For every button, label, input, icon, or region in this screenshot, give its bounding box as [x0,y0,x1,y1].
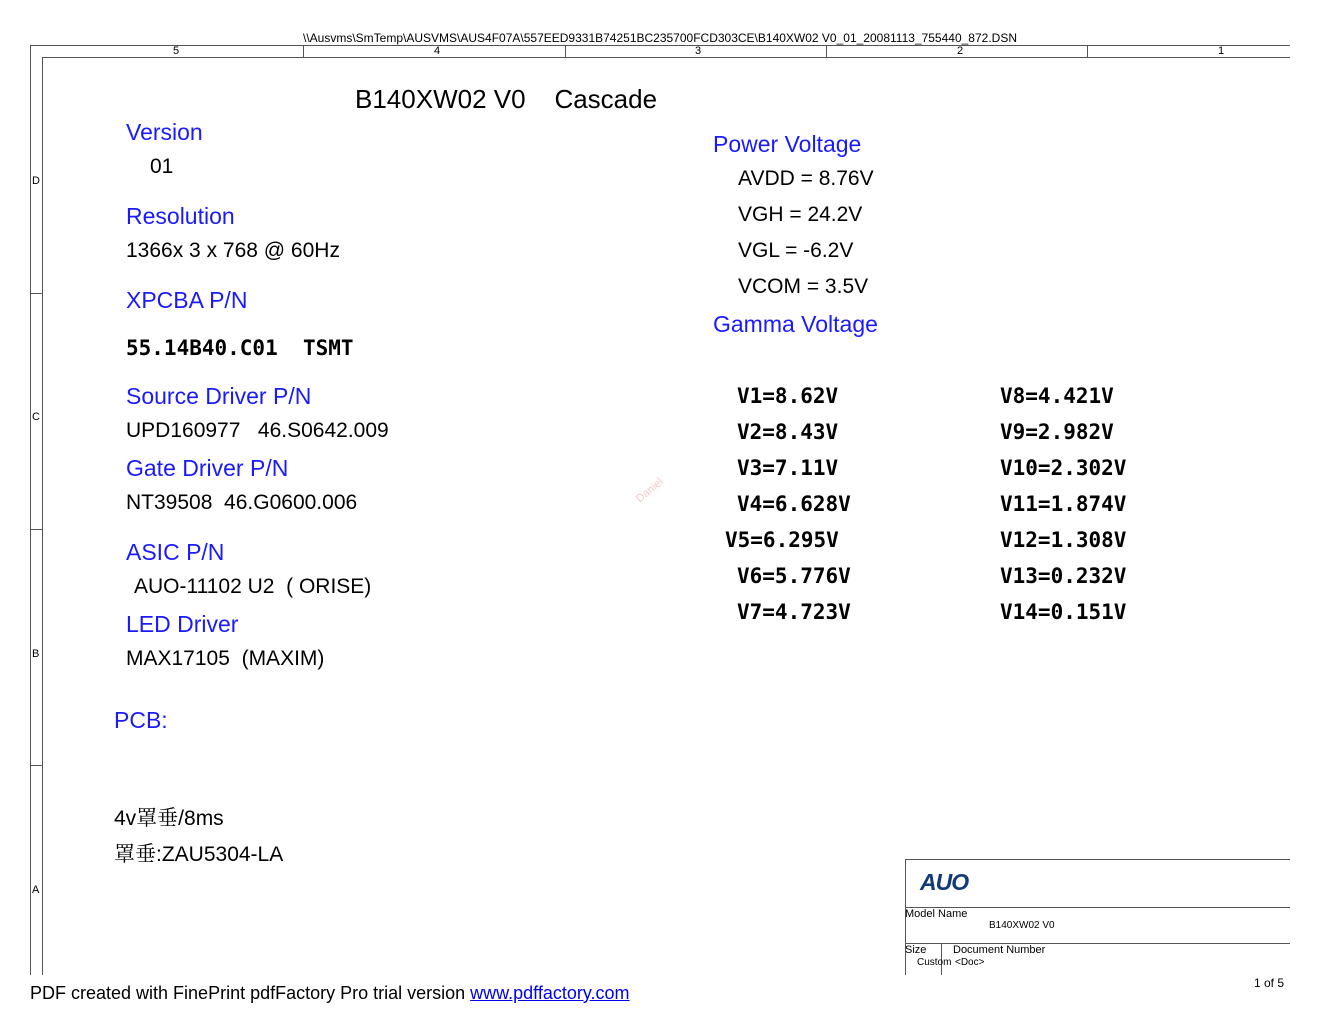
row-divider [30,293,42,294]
power-voltage-item: AVDD = 8.76V [738,167,874,190]
row-letter: A [32,884,40,896]
page-indicator: 1 of 5 [1254,976,1285,990]
gamma-value: V6=5.776V [737,564,851,588]
led-driver-label: LED Driver [126,611,239,637]
column-number: 2 [957,45,964,57]
row-letter: B [32,648,40,660]
file-path: \\Ausvms\SmTemp\AUSVMS\AUS4F07A\557EED9331B74251BC235700FCD303CE\B140XW02 V0_01_20081113_755440_872.DSN [303,31,1017,45]
note-line-2: 罩垂:ZAU5304-LA [114,843,284,866]
auo-logo: AUO [920,869,969,895]
title-block-top-line [905,859,1290,860]
gamma-value: V9=2.982V [1000,420,1114,444]
row-letter: D [32,175,40,187]
row-divider [30,529,42,530]
led-driver-value: MAX17105 (MAXIM) [126,647,325,670]
resolution-label: Resolution [126,203,235,229]
source-driver-value: UPD160977 46.S0642.009 [126,419,389,442]
gamma-value: V8=4.421V [1000,384,1114,408]
column-number: 4 [434,45,441,57]
document-number-label: Document Number [953,944,1046,956]
gamma-value: V11=1.874V [1000,492,1127,516]
size-value: Custom [917,957,952,968]
frame-inner-top-line [42,57,1290,58]
pcb-label: PCB: [114,707,168,733]
gate-driver-value: NT39508 46.G0600.006 [126,491,358,514]
gamma-value: V4=6.628V [737,492,851,516]
column-number: 3 [695,45,702,57]
power-voltage-label: Power Voltage [713,131,862,157]
col-divider [826,45,827,57]
frame-inner-left-line [42,57,43,975]
model-name-value: B140XW02 V0 [989,920,1055,931]
gamma-voltage-label: Gamma Voltage [713,311,878,337]
row-letter: C [32,411,40,423]
col-divider [1087,45,1088,57]
asic-label: ASIC P/N [126,539,225,565]
gamma-value: V5=6.295V [725,528,839,552]
col-divider [303,45,304,57]
footer-text: PDF created with FinePrint pdfFactory Pro trial version [30,983,471,1003]
pdf-footer [30,983,630,1004]
col-divider [565,45,566,57]
version-value: 01 [150,155,174,178]
source-driver-label: Source Driver P/N [126,383,312,409]
gamma-value: V3=7.11V [737,456,839,480]
gamma-value: V14=0.151V [1000,600,1127,624]
version-label: Version [126,119,203,145]
resolution-value: 1366x 3 x 768 @ 60Hz [126,239,340,262]
note-line-1: 4v罩垂/8ms [114,807,224,830]
page-title: B140XW02 V0 Cascade [355,84,658,114]
xpcba-value: 55.14B40.C01 TSMT [126,336,354,360]
column-number: 5 [173,45,180,57]
frame-top-line [30,45,1290,46]
asic-value: AUO-11102 U2 ( ORISE) [134,575,372,598]
pdffactory-link[interactable]: www.pdffactory.com [470,983,630,1003]
frame-left-line [30,45,31,975]
document-number-value: <Doc> [955,957,985,968]
row-divider [30,765,42,766]
power-voltage-item: VGH = 24.2V [738,203,863,226]
gamma-value: V10=2.302V [1000,456,1127,480]
xpcba-label: XPCBA P/N [126,287,248,313]
gamma-value: V2=8.43V [737,420,839,444]
gate-driver-label: Gate Driver P/N [126,455,289,481]
power-voltage-item: VGL = -6.2V [738,239,854,262]
gamma-value: V7=4.723V [737,600,851,624]
gamma-value: V1=8.62V [737,384,839,408]
column-number: 1 [1218,45,1225,57]
power-voltage-item: VCOM = 3.5V [738,275,869,298]
model-name-label: Model Name [905,908,968,920]
gamma-value: V13=0.232V [1000,564,1127,588]
gamma-value: V12=1.308V [1000,528,1127,552]
watermark-text: Daniel [634,475,666,506]
size-label: Size [905,944,927,956]
